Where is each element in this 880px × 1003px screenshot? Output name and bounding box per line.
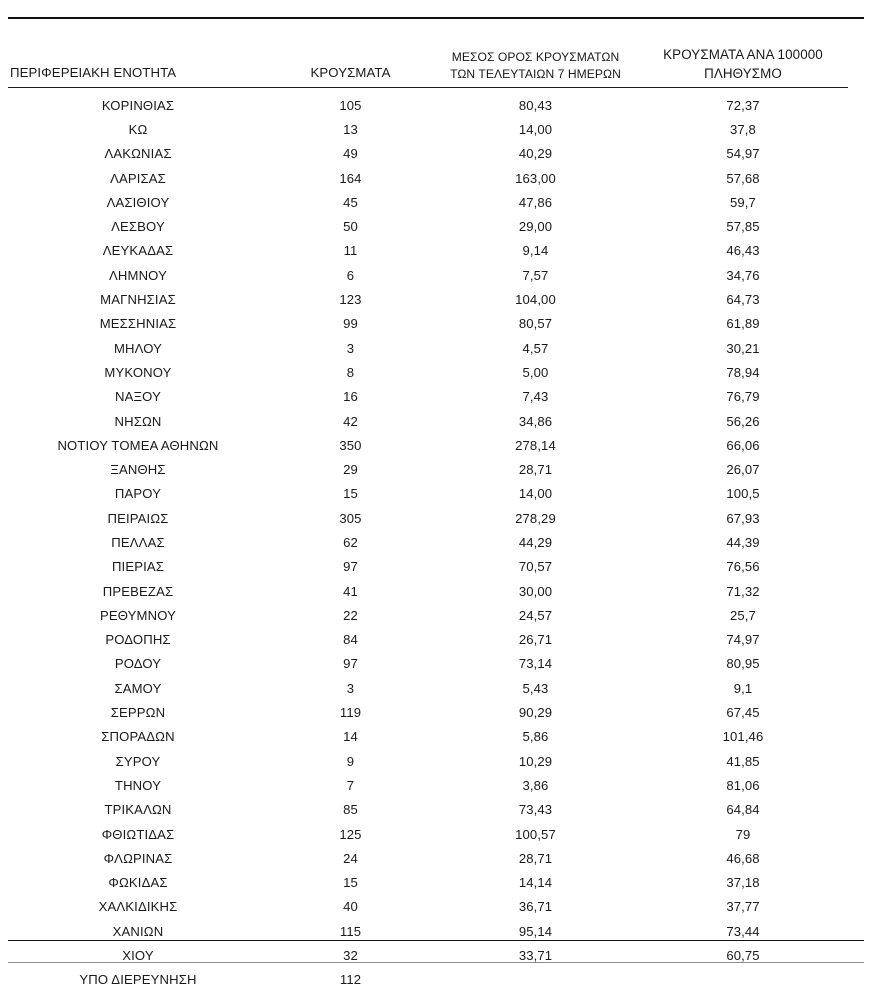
region-cell: ΜΕΣΣΗΝΙΑΣ	[99, 316, 177, 332]
region-cell: ΡΟΔΟΥ	[114, 656, 162, 672]
cases-per-100000-cell: 54,97	[726, 146, 760, 162]
seven-day-average-cell: 3,86	[522, 777, 549, 793]
seven-day-average-cell: 7,43	[522, 389, 549, 405]
column-header-region-label: ΠΕΡΙΦΕΡΕΙΑΚΗ ΕΝΟΤΗΤΑ	[10, 65, 177, 81]
table-row	[8, 458, 848, 482]
cases-per-100000-cell: 60,75	[726, 948, 760, 964]
cases-per-100000-cell: 34,76	[726, 267, 760, 283]
table-header-row	[8, 45, 848, 88]
column-header-cases	[268, 45, 433, 88]
cases-cell: 85	[343, 802, 358, 818]
region-cell: ΦΘΙΩΤΙΔΑΣ	[101, 826, 175, 842]
table-row	[8, 628, 848, 652]
column-header-seven-day-average-line2: ΤΩΝ ΤΕΛΕΥΤΑΙΩΝ 7 ΗΜΕΡΩΝ	[450, 66, 621, 81]
table-row	[8, 555, 848, 579]
cases-cell: 305	[339, 510, 362, 526]
table-row	[8, 263, 848, 287]
cases-cell: 350	[339, 437, 362, 453]
table-header	[8, 45, 848, 88]
region-cell: ΛΕΣΒΟΥ	[111, 219, 165, 235]
seven-day-average-cell: 73,43	[518, 802, 553, 818]
cases-per-100000-cell: 30,21	[726, 340, 760, 356]
cases-per-100000-cell: 41,85	[726, 753, 760, 769]
table-row	[8, 846, 848, 870]
region-cell: ΛΕΥΚΑΔΑΣ	[102, 243, 174, 259]
table-row	[8, 190, 848, 214]
table-row	[8, 652, 848, 676]
table-row	[8, 749, 848, 773]
cases-per-100000-cell: 72,37	[726, 97, 760, 113]
cases-cell: 99	[343, 316, 358, 332]
cases-cell: 7	[346, 777, 355, 793]
seven-day-average-cell: 24,57	[518, 607, 553, 623]
cases-per-100000-cell: 57,85	[726, 219, 760, 235]
cases-per-100000-cell: 74,97	[726, 632, 760, 648]
cases-cell: 22	[343, 607, 358, 623]
table-row	[8, 943, 848, 967]
region-cell: ΤΡΙΚΑΛΩΝ	[104, 802, 172, 818]
table-row	[8, 385, 848, 409]
cases-cell: 97	[343, 656, 358, 672]
table-row	[8, 239, 848, 263]
cases-per-100000-cell: 79	[735, 826, 751, 842]
cases-cell: 9	[346, 753, 355, 769]
cases-cell: 15	[343, 875, 358, 891]
cases-per-100000-cell: 71,32	[726, 583, 760, 599]
cases-per-100000-cell: 37,8	[730, 121, 756, 137]
cases-per-100000-cell: 59,7	[730, 194, 756, 210]
region-cell: ΠΑΡΟΥ	[114, 486, 162, 502]
table-row	[8, 725, 848, 749]
seven-day-average-cell: 33,71	[518, 948, 553, 964]
cases-per-100000-cell: 9,1	[733, 680, 753, 696]
table-row	[8, 433, 848, 457]
region-cell: ΞΑΝΘΗΣ	[110, 462, 166, 478]
region-cell: ΣΕΡΡΩΝ	[110, 705, 166, 721]
table-row	[8, 968, 848, 992]
table-row	[8, 530, 848, 554]
cases-per-100000-cell: 64,84	[726, 802, 760, 818]
region-cell: ΠΙΕΡΙΑΣ	[111, 559, 165, 575]
table-row	[8, 895, 848, 919]
cases-cell: 29	[343, 462, 358, 478]
cases-cell: 3	[346, 340, 355, 356]
seven-day-average-cell: 14,14	[518, 875, 553, 891]
cases-cell: 105	[339, 97, 362, 113]
region-cell: ΚΟΡΙΝΘΙΑΣ	[101, 97, 175, 113]
table-row	[8, 482, 848, 506]
cases-per-100000-cell: 100,5	[726, 486, 760, 502]
region-cell: ΧΑΝΙΩΝ	[112, 923, 164, 939]
seven-day-average-cell: 7,57	[522, 267, 549, 283]
cases-cell: 3	[346, 680, 355, 696]
cases-cell: 119	[339, 705, 362, 721]
region-cell: ΛΗΜΝΟΥ	[109, 267, 167, 283]
seven-day-average-cell: 28,71	[518, 850, 553, 866]
regional-cases-table	[8, 45, 848, 992]
cases-per-100000-cell: 80,95	[726, 656, 760, 672]
seven-day-average-cell: 34,86	[518, 413, 553, 429]
table-row	[8, 579, 848, 603]
seven-day-average-cell: 36,71	[518, 899, 553, 915]
region-cell: ΜΑΓΝΗΣΙΑΣ	[100, 292, 176, 308]
cases-per-100000-cell: 76,79	[726, 389, 760, 405]
cases-per-100000-cell: 44,39	[726, 535, 760, 550]
cases-cell: 45	[343, 194, 358, 210]
table-row	[8, 506, 848, 530]
bottom-rule-dark	[8, 940, 864, 941]
table-row	[8, 409, 848, 433]
region-cell: ΜΥΚΟΝΟΥ	[104, 364, 172, 380]
seven-day-average-cell: 95,14	[518, 923, 553, 939]
cases-per-100000-cell: 57,68	[726, 170, 760, 186]
cases-per-100000-cell: 37,77	[726, 899, 760, 915]
table-row	[8, 287, 848, 311]
seven-day-average-cell: 163,00	[515, 170, 556, 186]
region-cell: ΠΕΛΛΑΣ	[111, 535, 165, 550]
seven-day-average-cell: 278,14	[515, 437, 556, 453]
table-row	[8, 117, 848, 141]
cases-cell: 84	[343, 632, 358, 648]
seven-day-average-cell	[433, 968, 638, 992]
seven-day-average-cell: 104,00	[515, 292, 556, 308]
table-row	[8, 798, 848, 822]
region-cell: ΠΕΙΡΑΙΩΣ	[107, 510, 169, 526]
cases-per-100000-cell: 46,43	[726, 243, 760, 259]
cases-per-100000-cell	[638, 968, 848, 992]
region-cell: ΡΟΔΟΠΗΣ	[105, 632, 171, 648]
cases-per-100000-cell: 67,45	[726, 705, 760, 721]
seven-day-average-cell: 26,71	[518, 632, 553, 648]
column-header-cases-label: ΚΡΟΥΣΜΑΤΑ	[310, 65, 391, 81]
region-cell: ΛΑΚΩΝΙΑΣ	[104, 146, 172, 162]
seven-day-average-cell: 9,14	[522, 243, 549, 259]
seven-day-average-cell: 29,00	[518, 219, 553, 235]
seven-day-average-cell: 47,86	[518, 194, 553, 210]
table-body	[8, 88, 848, 992]
cases-per-100000-cell: 78,94	[726, 364, 760, 380]
table-row	[8, 603, 848, 627]
table-row	[8, 336, 848, 360]
table-row	[8, 871, 848, 895]
cases-cell: 16	[343, 389, 358, 405]
seven-day-average-cell: 14,00	[518, 486, 553, 502]
cases-per-100000-cell: 46,68	[726, 850, 760, 866]
cases-per-100000-cell: 25,7	[730, 607, 756, 623]
cases-cell: 14	[343, 729, 358, 745]
cases-per-100000-cell: 76,56	[726, 559, 760, 575]
region-cell: ΠΡΕΒΕΖΑΣ	[102, 583, 174, 599]
cases-cell: 164	[339, 170, 362, 186]
seven-day-average-cell: 5,00	[522, 364, 549, 380]
table-row	[8, 142, 848, 166]
seven-day-average-cell: 30,00	[518, 583, 553, 599]
cases-per-100000-cell: 56,26	[726, 413, 760, 429]
cases-cell: 8	[346, 364, 355, 380]
region-cell: ΝΗΣΩΝ	[114, 413, 162, 429]
seven-day-average-cell: 28,71	[518, 462, 553, 478]
cases-cell: 49	[343, 146, 358, 162]
cases-per-100000-cell: 81,06	[726, 777, 760, 793]
seven-day-average-cell: 278,29	[515, 510, 556, 526]
cases-cell: 24	[343, 850, 358, 866]
cases-per-100000-cell: 67,93	[726, 510, 760, 526]
region-cell: ΣΥΡΟΥ	[115, 753, 161, 769]
region-cell: ΥΠΟ ΔΙΕΡΕΥΝΗΣΗ	[79, 972, 197, 988]
seven-day-average-cell: 14,00	[518, 121, 553, 137]
region-cell: ΧΑΛΚΙΔΙΚΗΣ	[98, 899, 178, 915]
seven-day-average-cell: 100,57	[515, 826, 556, 842]
region-cell: ΣΑΜΟΥ	[114, 680, 162, 696]
table-row	[8, 215, 848, 239]
cases-cell: 97	[343, 559, 358, 575]
top-rule	[8, 17, 864, 19]
seven-day-average-cell: 44,29	[518, 535, 553, 550]
column-header-seven-day-average-line1: ΜΕΣΟΣ ΟΡΟΣ ΚΡΟΥΣΜΑΤΩΝ	[451, 49, 620, 64]
cases-cell: 40	[343, 899, 358, 915]
column-header-region	[8, 45, 268, 88]
seven-day-average-cell: 5,86	[522, 729, 549, 745]
cases-cell: 6	[346, 267, 355, 283]
region-cell: ΡΕΘΥΜΝΟΥ	[99, 607, 177, 623]
seven-day-average-cell: 70,57	[518, 559, 553, 575]
cases-cell: 112	[339, 972, 362, 988]
cases-cell: 11	[343, 243, 358, 259]
region-cell: ΦΛΩΡΙΝΑΣ	[103, 850, 173, 866]
cases-cell: 42	[343, 413, 358, 429]
cases-per-100000-cell: 61,89	[726, 316, 760, 332]
cases-cell: 125	[339, 826, 362, 842]
cases-per-100000-cell: 73,44	[726, 923, 760, 939]
region-cell: ΛΑΣΙΘΙΟΥ	[106, 194, 170, 210]
region-cell: ΝΟΤΙΟΥ ΤΟΜΕΑ ΑΘΗΝΩΝ	[57, 437, 219, 453]
region-cell: ΤΗΝΟΥ	[114, 777, 162, 793]
region-cell: ΧΙΟΥ	[122, 948, 154, 964]
table-row	[8, 88, 848, 118]
region-cell: ΦΩΚΙΔΑΣ	[108, 875, 168, 891]
region-cell: ΣΠΟΡΑΔΩΝ	[101, 729, 175, 745]
cases-per-100000-cell: 64,73	[726, 292, 760, 308]
seven-day-average-cell: 10,29	[518, 753, 553, 769]
region-cell: ΜΗΛΟΥ	[113, 340, 163, 356]
statistics-table-container	[8, 45, 864, 992]
cases-cell: 41	[343, 583, 358, 599]
cases-cell: 15	[343, 486, 358, 502]
cases-cell: 115	[339, 923, 362, 939]
region-cell: ΚΩ	[128, 121, 148, 137]
table-row	[8, 312, 848, 336]
seven-day-average-cell: 5,43	[522, 680, 549, 696]
table-row	[8, 676, 848, 700]
table-row	[8, 360, 848, 384]
seven-day-average-cell: 40,29	[518, 146, 553, 162]
cases-per-100000-cell: 66,06	[726, 437, 760, 453]
table-row	[8, 700, 848, 724]
region-cell: ΛΑΡΙΣΑΣ	[110, 170, 166, 186]
cases-per-100000-cell: 26,07	[726, 462, 760, 478]
cases-cell: 62	[343, 535, 358, 550]
column-header-cases-per-100000-line1: ΚΡΟΥΣΜΑΤΑ ΑΝΑ 100000	[663, 47, 823, 62]
cases-cell: 32	[343, 948, 358, 964]
cases-cell: 13	[343, 121, 358, 137]
seven-day-average-cell: 80,57	[518, 316, 553, 332]
seven-day-average-cell: 90,29	[518, 705, 553, 721]
seven-day-average-cell: 4,57	[522, 340, 549, 356]
seven-day-average-cell: 80,43	[518, 97, 553, 113]
column-header-cases-per-100000-line2: ΠΛΗΘΥΣΜΟ	[704, 66, 782, 82]
bottom-rule-light	[8, 962, 864, 963]
seven-day-average-cell: 73,14	[518, 656, 553, 672]
cases-cell: 123	[339, 292, 362, 308]
table-row	[8, 773, 848, 797]
cases-per-100000-cell: 101,46	[722, 729, 764, 745]
cases-per-100000-cell: 37,18	[726, 875, 760, 891]
region-cell: ΝΑΞΟΥ	[115, 389, 161, 405]
cases-cell: 50	[343, 219, 358, 235]
table-row	[8, 822, 848, 846]
table-row	[8, 166, 848, 190]
column-header-cases-per-100000	[638, 45, 848, 88]
column-header-seven-day-average	[433, 45, 638, 88]
